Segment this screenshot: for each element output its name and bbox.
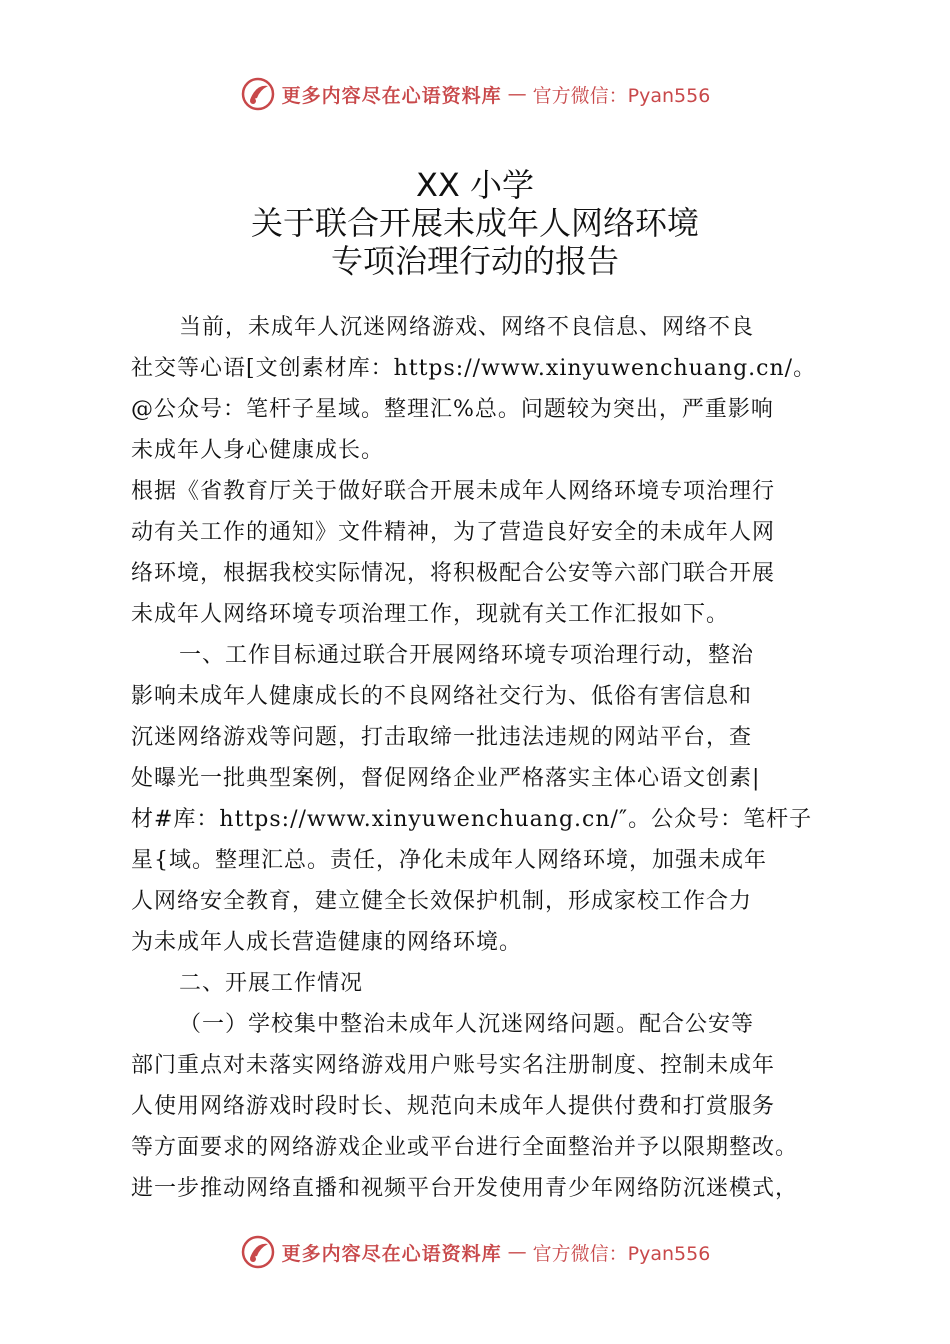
- brand-logo-icon: [240, 1234, 276, 1270]
- body-line: 等方面要求的网络游戏企业或平台进行全面整治并予以限期整改。: [131, 1135, 799, 1160]
- body-line: 未成年人身心健康成长。: [131, 438, 385, 463]
- body-line: 进一步推动网络直播和视频平台开发使用青少年网络防沉迷模式，: [131, 1176, 799, 1201]
- watermark-header: [0, 74, 950, 114]
- title-line-1: XX 小学: [415, 166, 535, 204]
- watermark-text: 更多内容尽在心语资料库: [281, 1242, 502, 1265]
- body-line: 社交等心语[文创素材库：https://www.xinyuwenchuang.cn/。: [131, 356, 817, 381]
- body-line: 部门重点对未落实网络游戏用户账号实名注册制度、控制未成年: [131, 1053, 776, 1078]
- section-heading: 二、开展工作情况: [179, 971, 364, 996]
- body-line: 人网络安全教育，建立健全长效保护机制，形成家校工作合力: [131, 889, 753, 914]
- title-line-2: 关于联合开展未成年人网络环境: [250, 204, 699, 242]
- watermark-wechat: 官方微信：Pyan556: [532, 84, 711, 107]
- brand-logo-icon: [240, 76, 276, 112]
- document-title: [0, 166, 950, 280]
- body-line: 影响未成年人健康成长的不良网络社交行为、低俗有害信息和: [131, 684, 753, 709]
- body-line: 材#库：https://www.xinyuwenchuang.cn/″。公众号：笔杆子: [131, 807, 813, 832]
- body-line: 星{域。整理汇总。责任，净化未成年人网络环境，加强未成年: [131, 848, 767, 873]
- title-line-3: 专项治理行动的报告: [330, 242, 619, 280]
- body-line: 未成年人网络环境专项治理工作，现就有关工作汇报如下。: [131, 602, 730, 627]
- body-line: 处曝光一批典型案例，督促网络企业严格落实主体心语文创素|: [131, 766, 761, 791]
- document-body: [131, 307, 831, 1209]
- body-line: 络环境，根据我校实际情况，将积极配合公安等六部门联合开展: [131, 561, 776, 586]
- body-line: （一）学校集中整治未成年人沉迷网络问题。配合公安等: [179, 1012, 755, 1037]
- watermark-separator: —: [507, 1241, 527, 1263]
- body-line: 当前，未成年人沉迷网络游戏、网络不良信息、网络不良: [179, 315, 755, 340]
- watermark-footer: [0, 1232, 950, 1272]
- watermark-wechat: 官方微信：Pyan556: [532, 1242, 711, 1265]
- body-line: 一、工作目标通过联合开展网络环境专项治理行动，整治: [179, 643, 755, 668]
- body-line: @公众号：笔杆子星域。整理汇%总。问题较为突出，严重影响: [131, 397, 774, 422]
- body-line: 根据《省教育厅关于做好联合开展未成年人网络环境专项治理行: [131, 479, 776, 504]
- body-line: 人使用网络游戏时段时长、规范向未成年人提供付费和打赏服务: [131, 1094, 776, 1119]
- body-line: 动有关工作的通知》文件精神，为了营造良好安全的未成年人网: [131, 520, 776, 545]
- watermark-text: 更多内容尽在心语资料库: [281, 84, 502, 107]
- watermark-separator: —: [507, 83, 527, 105]
- body-line: 为未成年人成长营造健康的网络环境。: [131, 930, 523, 955]
- body-line: 沉迷网络游戏等问题，打击取缔一批违法违规的网站平台，查: [131, 725, 753, 750]
